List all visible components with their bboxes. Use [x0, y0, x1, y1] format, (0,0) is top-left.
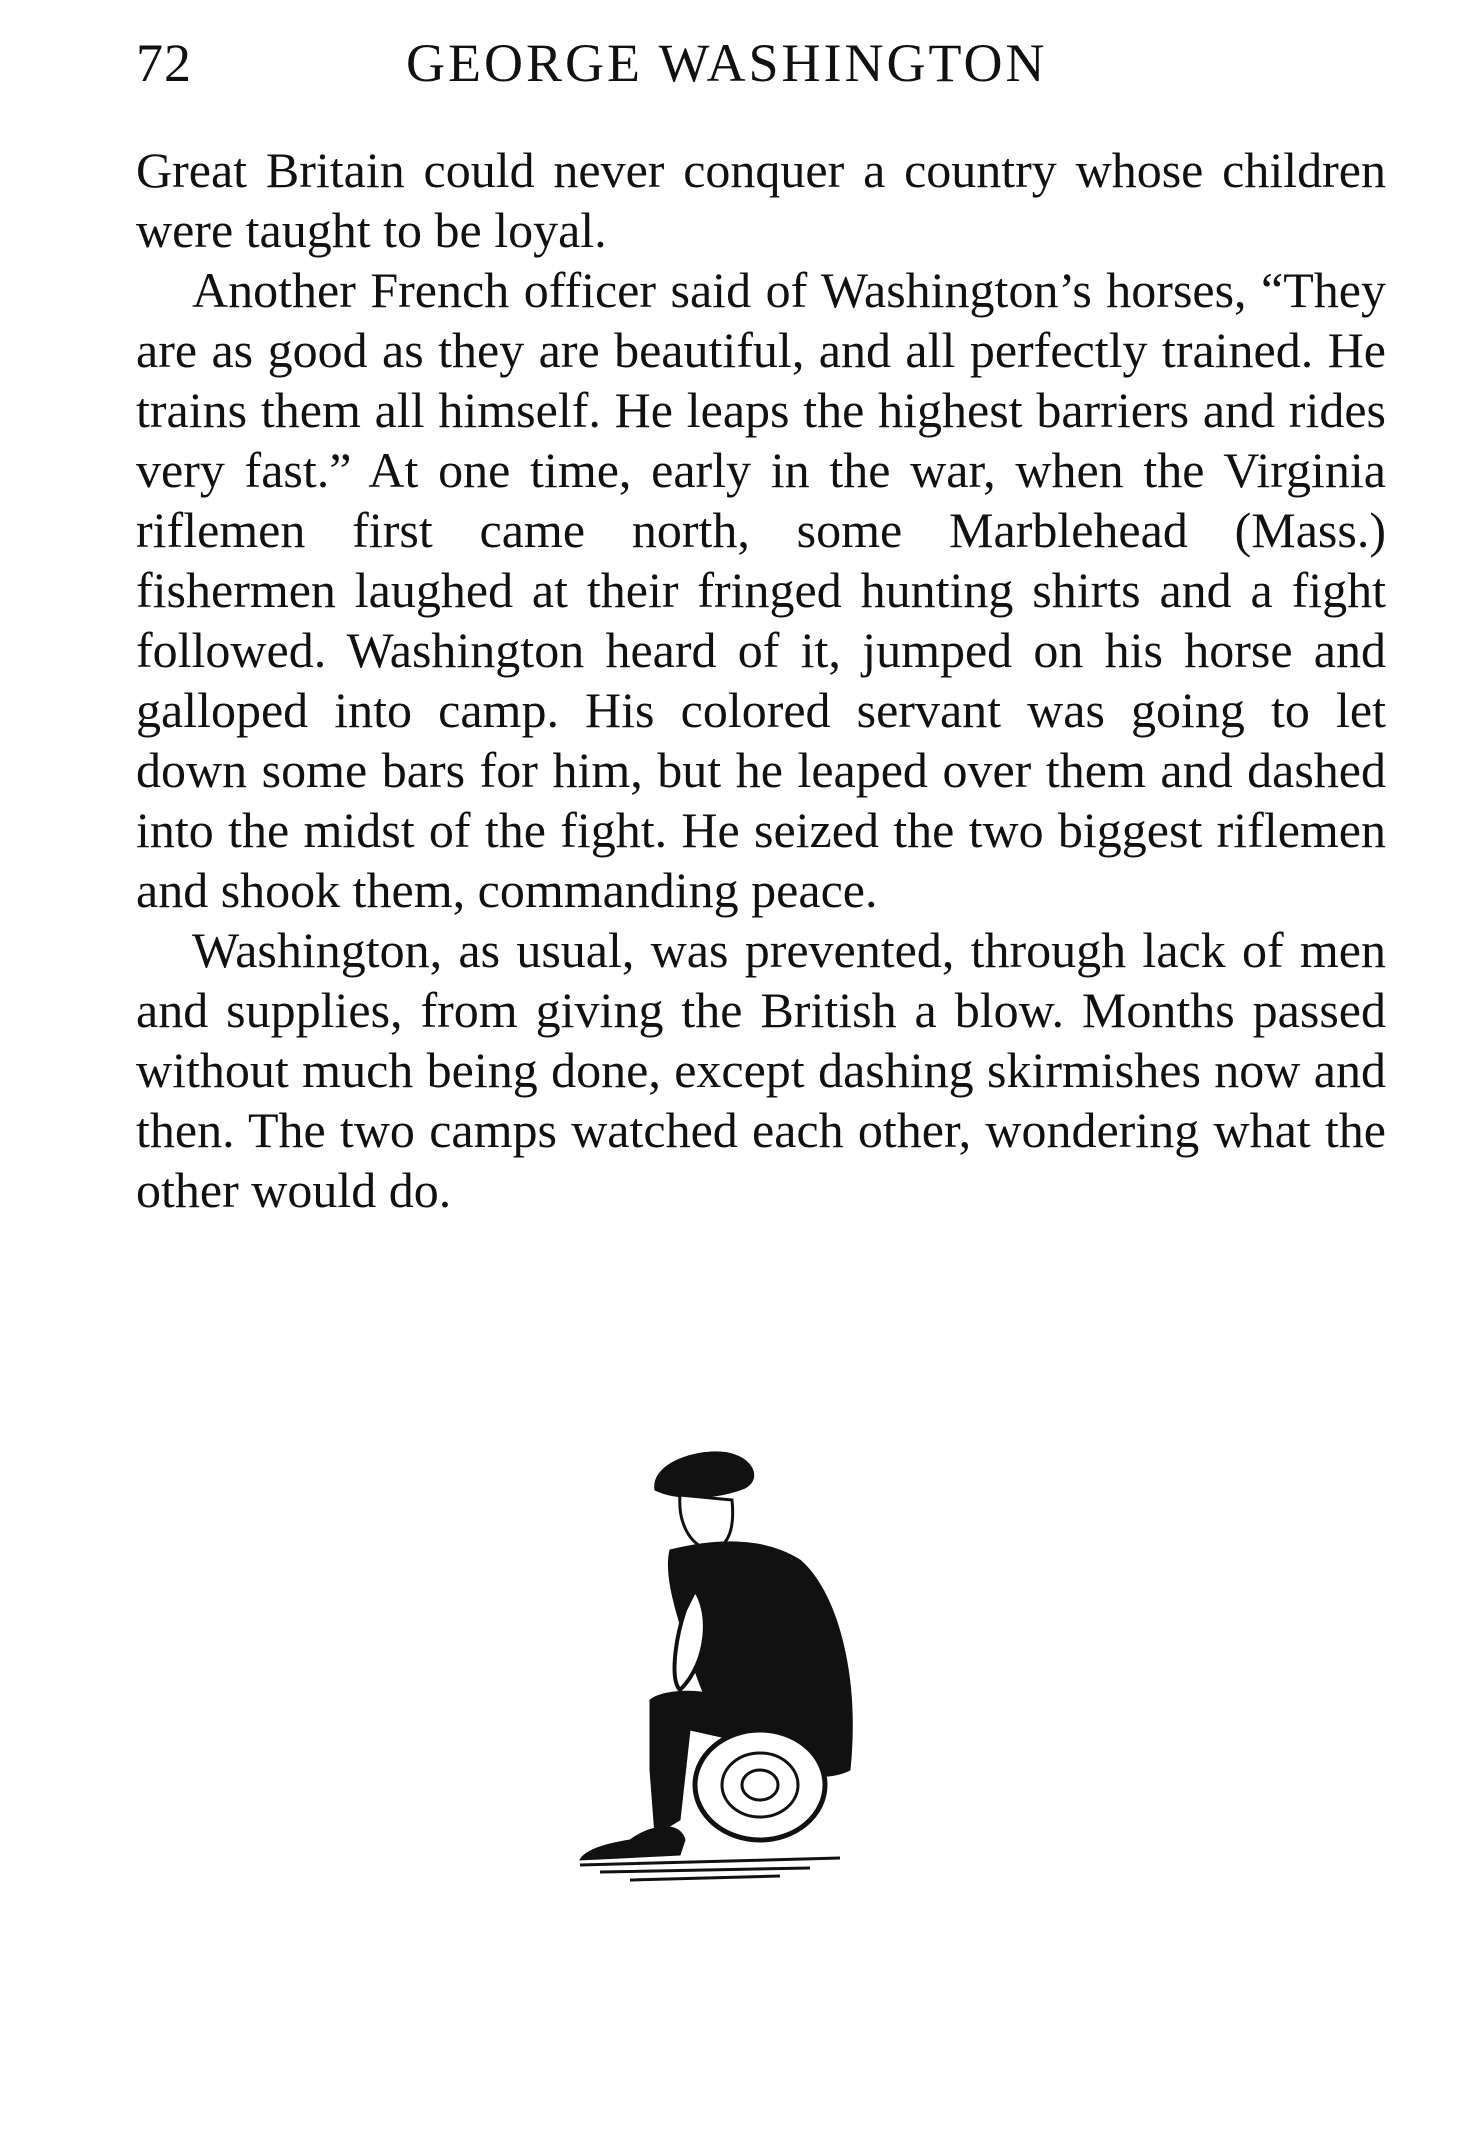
hat-shape — [655, 1452, 754, 1497]
page-number: 72 — [136, 33, 192, 93]
page-header — [136, 28, 1386, 98]
seated-man-illustration — [560, 1440, 960, 1900]
paragraph-3: Washington, as usual, was prevented, through lack of men and supplies, from giving the British a blow. Months passed without much being done, except dashing skirmishes now and then. The two camps watched each other, wondering what the other would do. — [136, 922, 1386, 1218]
running-head: GEORGE WASHINGTON — [406, 33, 1048, 93]
paragraph-2: Another French officer said of Washington’s horses, “They are as good as they are beautiful, and all perfectly trained. He trains them all himself. He leaps the highest barriers and rides very fast.” At one time, early in the war, when the Virginia riflemen first came north, some Marblehead (Mass.) fishermen laughed at their fringed hunting shirts and a fight followed. Washington heard of it, jumped on his horse and galloped into camp. His colored servant was going to let down some bars for him, but he leaped over them and dashed into the midst of the fight. He seized the two biggest riflemen and shook them, commanding peace. — [136, 262, 1386, 918]
ground-shadow — [580, 1858, 840, 1880]
paragraph-1: Great Britain could never conquer a country whose children were taught to be loyal. — [136, 142, 1386, 258]
boots-shape — [580, 1827, 685, 1860]
seated-man-drawing — [560, 1440, 960, 1900]
body-text — [136, 140, 1386, 1220]
log-shape — [695, 1730, 825, 1840]
